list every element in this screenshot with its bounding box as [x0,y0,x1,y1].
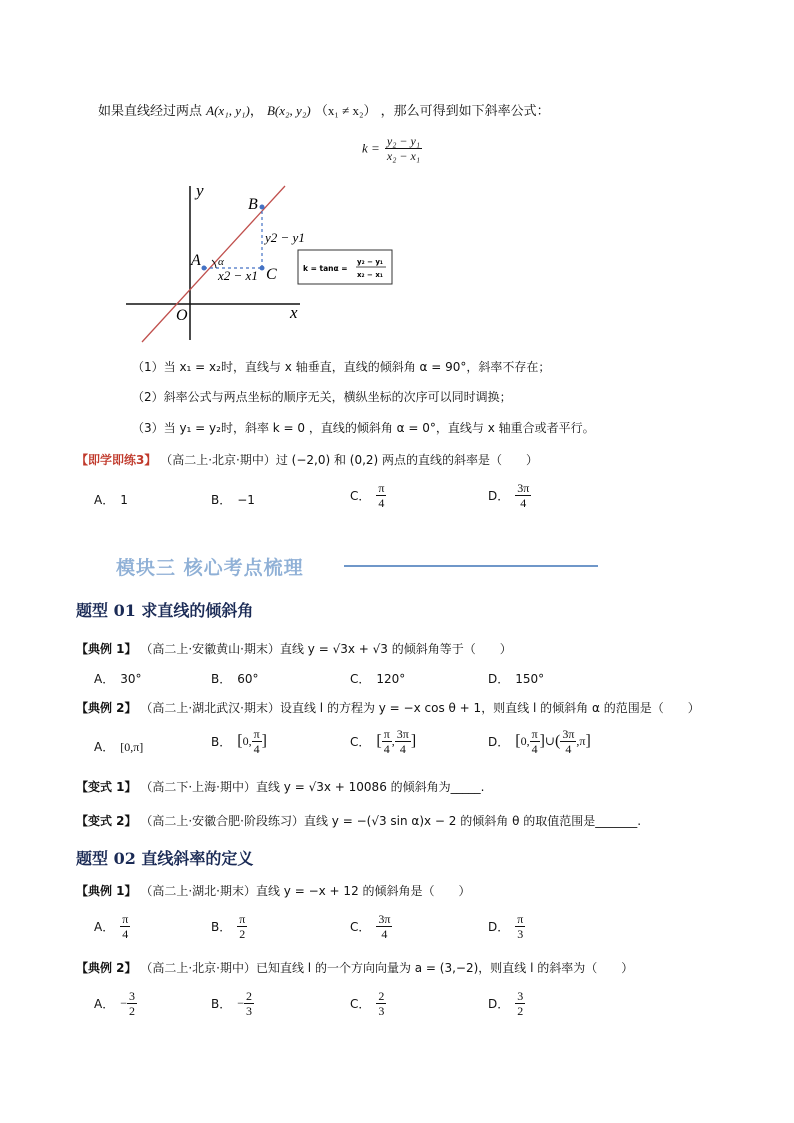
t02-ex1-option-b[interactable]: B． $\frac{\pi}{2}$ [211,912,246,941]
module-title: 模块三 核心考点梳理 [116,557,304,579]
intro-condition: （x₁ ≠ x₂） [314,103,377,118]
note-1: （1）当 x₁ = x₂时，直线与 x 轴垂直，直线的倾斜角 α = 90°，斜率不存在； [132,360,551,374]
practice-3-option-a[interactable]: A． 1 [94,493,128,507]
x-axis-label: x [290,303,298,322]
type-02-example-1 [76,882,471,899]
t02-ex2-option-d[interactable]: D． $\frac{3}{2}$ [488,989,524,1018]
t02-ex1-option-c[interactable]: C． $\frac{3\pi}{4}$ [350,912,391,941]
module-rule [344,565,598,567]
box-denominator: x₂ − x₁ [357,271,383,279]
t02-example-2-tag: 【典例 2】 [76,961,137,975]
y-axis-label: y [196,181,204,200]
practice-3-tag: 【即学即练3】 [76,453,157,467]
dy-label: y2 − y1 [265,230,305,245]
example-2-tag: 【典例 2】 [76,701,137,715]
variant-1-text: （高二下·上海·期中）直线 y = √3x + 10086 的倾斜角为_____. [140,780,485,794]
t02-ex1-option-a[interactable]: A． $\frac{\pi}{4}$ [94,912,129,941]
point-b-label: B [248,196,258,213]
slope-diagram [120,178,410,348]
type-01-example-2 [76,699,700,716]
point-b-dot [260,205,265,210]
point-c-dot [260,266,265,271]
point-a: A(x₁, y₁) [206,103,250,118]
formula-lhs: k = [362,140,380,156]
point-c-label: C [266,266,277,283]
box-numerator: y₂ − y₁ [357,258,383,266]
formula-numerator: y₂ − y₁ [386,134,420,148]
note-2: （2）斜率公式与两点坐标的顺序无关，横纵坐标的次序可以同时调换； [132,390,512,404]
variant-1-tag: 【变式 1】 [76,780,137,794]
note-3: （3）当 y₁ = y₂时，斜率 k = 0 ，直线的倾斜角 α = 0°，直线与 x 轴重合或者平行。 [132,421,595,435]
t01-ex1-option-c[interactable]: C． 120° [350,672,406,686]
practice-3-option-b[interactable]: B． −1 [211,493,255,507]
t02-ex2-option-a[interactable]: A． − $\frac{3}{2}$ [94,989,135,1018]
t01-ex2-option-a[interactable]: A． [0,π] [94,740,144,754]
t01-ex1-option-a[interactable]: A． 30° [94,672,142,686]
type-02-example-2 [76,959,633,976]
intro-prefix: 如果直线经过两点 [98,104,203,119]
intro-suffix: ，那么可得到如下斜率公式： [380,104,550,119]
t02-ex1-option-d[interactable]: D． $\frac{\pi}{3}$ [488,912,524,941]
example-1-tag: 【典例 1】 [76,642,137,656]
type-02-title: 题型 02 直线斜率的定义 [76,849,254,868]
t02-ex2-option-c[interactable]: C． $\frac{2}{3}$ [350,989,385,1018]
point-a-label: A [191,252,201,269]
variant-2-text: （高二上·安徽合肥·阶段练习）直线 y = −(√3 sin α)x − 2 的倾斜角 θ 的取值范围是_______. [140,814,642,828]
variant-2-tag: 【变式 2】 [76,814,137,828]
t01-ex1-option-d[interactable]: D． 150° [488,672,545,686]
type-01-example-1 [76,640,512,657]
practice-3-text: （高二上·北京·期中）过 (−2,0) 和 (0,2) 两点的直线的斜率是（ ） [160,453,539,467]
t02-example-1-tag: 【典例 1】 [76,884,137,898]
t01-ex2-option-b[interactable]: B． [0, $\frac{\pi}{4}$ ] [211,727,267,756]
t01-ex2-option-d[interactable]: D． [0, $\frac{\pi}{4}$ ]∪( $\frac{3\pi}{4}$ ,π] [488,727,591,756]
t02-example-2-text: （高二上·北京·期中）已知直线 l 的一个方向向量为 a = (3,−2)，则直线 l 的斜率为（ ） [140,961,634,975]
point-b: B(x₂, y₂) [266,103,311,118]
type-01-title: 题型 01 求直线的倾斜角 [76,601,254,620]
dx-label: x2 − x1 [218,268,258,283]
origin-label: O [176,307,188,324]
t02-ex2-option-b[interactable]: B． − $\frac{2}{3}$ [211,989,253,1018]
point-a-dot [202,266,207,271]
type-01-variant-2 [76,812,641,829]
t01-ex1-option-b[interactable]: B． 60° [211,672,259,686]
t01-ex2-option-c[interactable]: C． [ $\frac{\pi}{4}$ , $\frac{3\pi}{4}$ ] [350,727,417,756]
practice-3-option-d[interactable]: D． $\frac{3\pi}{4}$ [488,481,530,510]
practice-3-option-c[interactable]: C． $\frac{\pi}{4}$ [350,481,385,510]
example-2-text: （高二上·湖北武汉·期末）设直线 l 的方程为 y = −x cos θ + 1，则直线 l 的倾斜角 α 的范围是（ ） [140,701,700,715]
formula-denominator: x₂ − x₁ [386,149,420,163]
red-line [142,186,285,342]
type-01-variant-1 [76,778,484,795]
box-lhs: k = tanα = [303,264,348,273]
slope-formula [362,134,422,163]
practice-3-question [76,451,538,468]
alpha-label: α [218,256,224,268]
t02-example-1-text: （高二上·湖北·期末）直线 y = −x + 12 的倾斜角是（ ） [140,884,471,898]
intro-line: 如果直线经过两点 A(x₁, y₁)， B(x₂, y₂) （x₁ ≠ x₂） ，那么可得到如下斜率公式： [98,103,550,119]
example-1-text: （高二上·安徽黄山·期末）直线 y = √3x + √3 的倾斜角等于（ ） [140,642,512,656]
